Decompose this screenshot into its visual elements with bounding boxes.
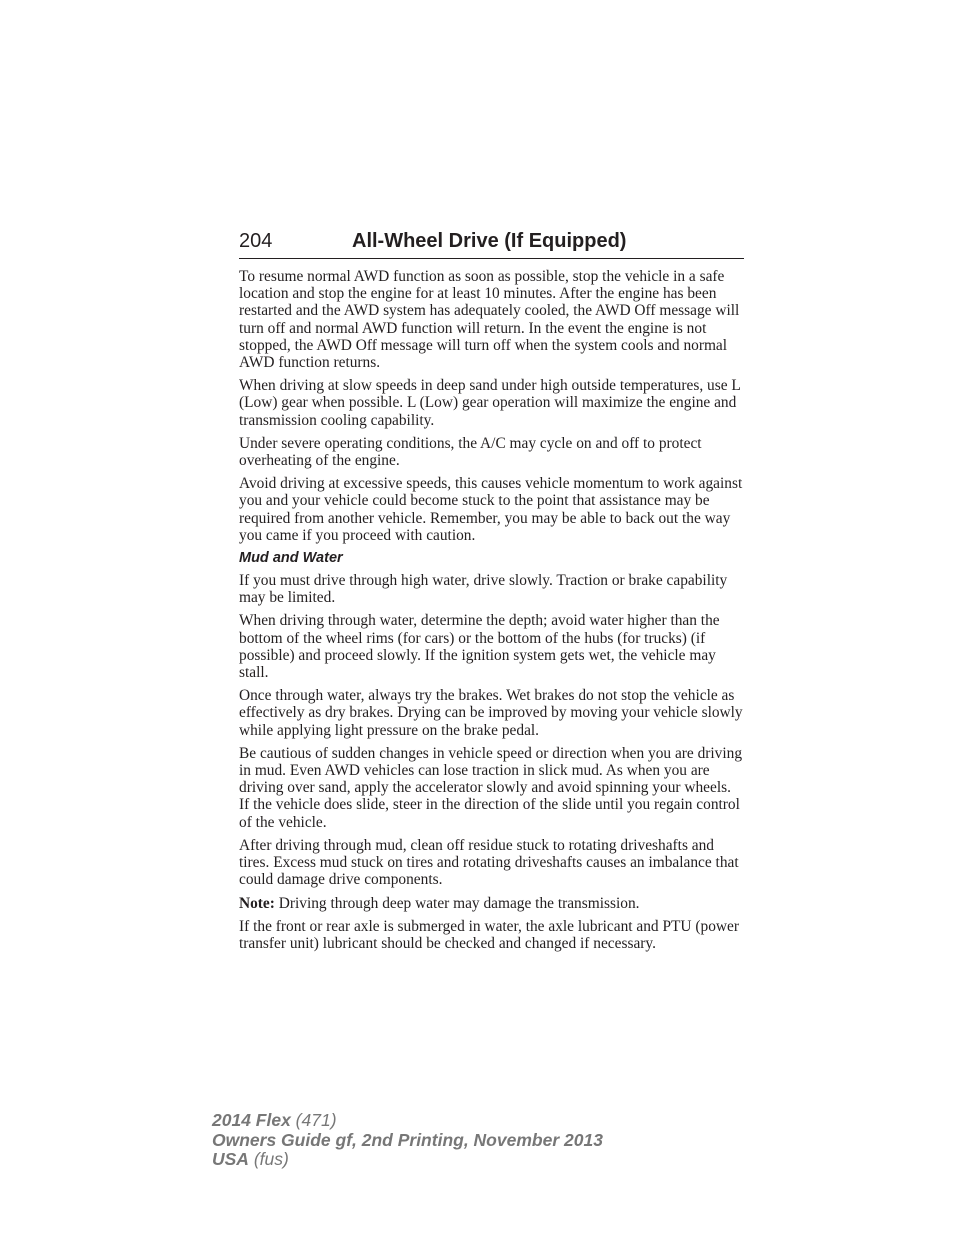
section-title: All-Wheel Drive (If Equipped) [352,230,627,252]
paragraph-water-depth: When driving through water, determine the depth; avoid water higher than the bottom of the wheel rims (for cars) or the bottom of the hubs (for trucks) (if possible) and proceed slowly. If the ignition system gets wet, the vehicle may stall. [239,612,720,682]
paragraph-excessive-speeds: Avoid driving at excessive speeds, this causes vehicle momentum to work against you and your vehicle could become stuck to the point that assistance may be required from another vehicle. Remember, you may be able to back out the way you came if you proceed with caution. [239,475,743,544]
paragraph-slow-speeds-sand: When driving at slow speeds in deep sand under high outside temperatures, use L (Low) gear when possible. L (Low) gear operation will maximize the engine and transmission cooling capability. [239,377,741,429]
paragraph-ac-cycle: Under severe operating conditions, the A/C may cycle on and off to protect overheating of the engine. [239,434,702,470]
subheading-mud-and-water: Mud and Water [239,550,343,567]
footer-model: 2014 Flex [212,1110,291,1130]
page-number: 204 [239,230,273,252]
paragraph-resume-awd: To resume normal AWD function as soon as possible, stop the vehicle in a safe location and stop the engine for at least 10 minutes. After the engine has been restarted and the AWD system has adequately cooled, the AWD Off message will turn off and normal AWD function will return. In the event the engine is not stopped, the AWD Off message will turn off when the system cools and normal AWD function returns. [239,268,740,372]
body-content [239,268,745,958]
page-header [239,228,744,259]
page-footer [212,1111,603,1170]
footer-model-code: (471) [290,1110,337,1130]
paragraph-mud-residue: After driving through mud, clean off residue stuck to rotating driveshafts and tires. Excess mud stuck on tires and rotating driveshafts causes an imbalance that could damage drive components. [239,836,739,889]
paragraph-wet-brakes: Once through water, always try the brakes. Wet brakes do not stop the vehicle as effectively as dry brakes. Drying can be improved by moving your vehicle slowly while applying light pressure on the brake pedal. [239,687,743,739]
paragraph-high-water: If you must drive through high water, drive slowly. Traction or brake capability may be limited. [239,572,728,607]
footer-model-line [212,1111,603,1131]
paragraph-axle-submerged: If the front or rear axle is submerged in water, the axle lubricant and PTU (power transfer unit) lubricant should be checked and changed if necessary. [239,917,739,952]
paragraph-mud-caution: Be cautious of sudden changes in vehicle speed or direction when you are driving in mud. Even AWD vehicles can lose traction in slick mud. As when you are driving over sand, apply the accelerator slowly and avoid spinning your wheels. If the vehicle does slide, steer in the direction of the slide until you regain control of the vehicle. [239,744,743,831]
note-paragraph [239,895,745,912]
footer-region-line [212,1150,603,1170]
footer-region-code: (fus) [248,1149,289,1169]
note-text: Driving through deep water may damage the transmission. [274,894,640,912]
footer-guide: Owners Guide gf, 2nd Printing, November 2013 [212,1129,603,1150]
footer-region: USA [212,1149,249,1169]
note-label: Note: [239,894,275,912]
